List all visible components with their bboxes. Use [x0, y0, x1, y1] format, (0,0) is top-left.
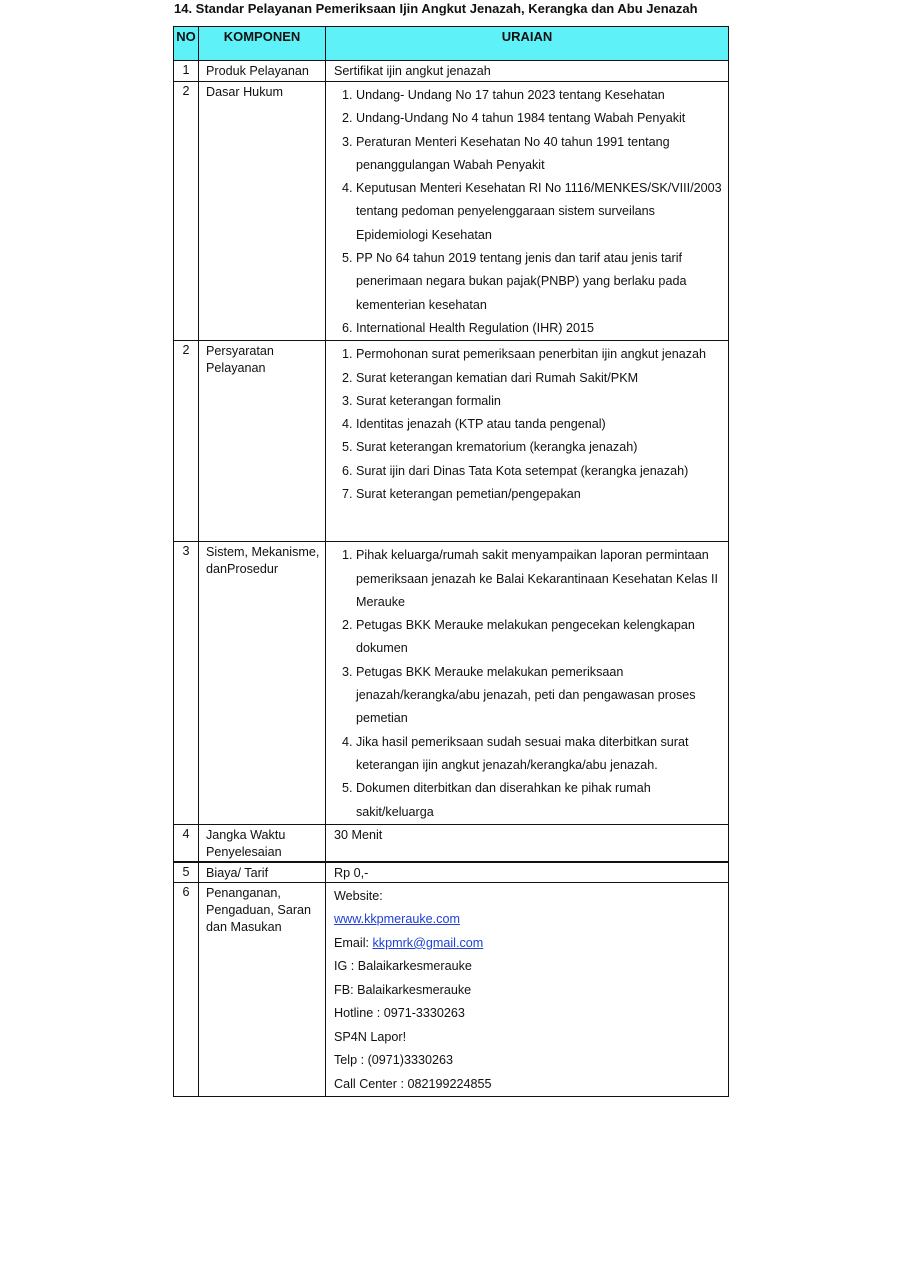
row-komponen: Jangka Waktu Penyelesaian — [199, 824, 326, 862]
row-komponen: Dasar Hukum — [199, 82, 326, 341]
list-item: 3. Petugas BKK Merauke melakukan pemeriksaan jenazah/kerangka/abu jenazah, peti dan pengawasan proses pemetian — [356, 661, 728, 731]
table-header-row — [174, 27, 729, 61]
instagram-text: IG : Balaikarkesmerauke — [334, 959, 472, 974]
list-item: 5. Dokumen diterbitkan dan diserahkan ke pihak rumah sakit/keluarga — [356, 777, 728, 824]
row-uraian: 30 Menit — [326, 824, 729, 862]
telp-text: Telp : (0971)3330263 — [334, 1053, 454, 1068]
row-no: 3 — [174, 542, 199, 825]
table-row — [174, 862, 729, 883]
row-uraian — [326, 882, 729, 1097]
row-no: 4 — [174, 824, 199, 862]
list-item: 2. Surat keterangan kematian dari Rumah Sakit/PKM — [356, 367, 728, 390]
header-komponen: KOMPONEN — [199, 27, 326, 61]
list-item: 4. Keputusan Menteri Kesehatan RI No 1116/MENKES/SK/VIII/2003 tentang pedoman penyelenggaraan sistem surveilans Epidemiologi Kesehatan — [356, 177, 728, 247]
row-no: 5 — [174, 862, 199, 883]
header-no: NO — [174, 27, 199, 61]
persyaratan-list — [334, 343, 728, 506]
table-row — [174, 341, 729, 542]
facebook-text: FB: Balaikarkesmerauke — [334, 982, 472, 997]
list-item: 3. Peraturan Menteri Kesehatan No 40 tahun 1991 tentang penanggulangan Wabah Penyakit — [356, 131, 728, 178]
table-row — [174, 82, 729, 341]
list-item: 2. Undang-Undang No 4 tahun 1984 tentang Wabah Penyakit — [356, 107, 728, 130]
table-row — [174, 824, 729, 862]
list-item: 1. Permohonan surat pemeriksaan penerbitan ijin angkut jenazah — [356, 343, 728, 366]
list-item: 1. Pihak keluarga/rumah sakit menyampaikan laporan permintaan pemeriksaan jenazah ke Balai Kekarantinaan Kesehatan Kelas II Merauke — [356, 544, 728, 614]
row-no: 1 — [174, 61, 199, 82]
row-uraian — [326, 341, 729, 542]
row-no: 2 — [174, 82, 199, 341]
table-row — [174, 61, 729, 82]
list-item: 6. International Health Regulation (IHR) 2015 — [356, 317, 728, 340]
row-uraian — [326, 82, 729, 341]
website-link[interactable]: www.kkpmerauke.com — [334, 912, 460, 927]
row-komponen: Biaya/ Tarif — [199, 862, 326, 883]
sp4n-text: SP4N Lapor! — [334, 1029, 407, 1044]
page-title: 14. Standar Pelayanan Pemeriksaan Ijin Angkut Jenazah, Kerangka dan Abu Jenazah — [174, 1, 698, 16]
list-item: 7. Surat keterangan pemetian/pengepakan — [356, 483, 728, 506]
email-link[interactable]: kkpmrk@gmail.com — [372, 935, 484, 950]
table-row — [174, 542, 729, 825]
call-center-text: Call Center : 082199224855 — [334, 1076, 492, 1091]
service-standard-table — [173, 26, 729, 1097]
list-item: 6. Surat ijin dari Dinas Tata Kota setempat (kerangka jenazah) — [356, 460, 728, 483]
row-uraian — [326, 542, 729, 825]
row-uraian: Rp 0,- — [326, 862, 729, 883]
list-item: 1. Undang- Undang No 17 tahun 2023 tentang Kesehatan — [356, 84, 728, 107]
list-item: 5. Surat keterangan krematorium (kerangka jenazah) — [356, 436, 728, 459]
row-komponen: Persyaratan Pelayanan — [199, 341, 326, 542]
website-label: Website: — [334, 888, 383, 903]
list-item: 5. PP No 64 tahun 2019 tentang jenis dan tarif atau jenis tarif penerimaan negara bukan pajak(PNBP) yang berlaku pada kementerian kesehatan — [356, 247, 728, 317]
row-komponen: Produk Pelayanan — [199, 61, 326, 82]
list-item: 3. Surat keterangan formalin — [356, 390, 728, 413]
email-label: Email: — [334, 935, 373, 950]
hotline-text: Hotline : 0971-3330263 — [334, 1006, 465, 1021]
row-uraian: Sertifikat ijin angkut jenazah — [326, 61, 729, 82]
row-no: 2 — [174, 341, 199, 542]
list-item: 4. Identitas jenazah (KTP atau tanda pengenal) — [356, 413, 728, 436]
row-komponen: Sistem, Mekanisme, danProsedur — [199, 542, 326, 825]
row-komponen: Penanganan, Pengaduan, Saran dan Masukan — [199, 882, 326, 1097]
table-row — [174, 882, 729, 1097]
list-item: 4. Jika hasil pemeriksaan sudah sesuai maka diterbitkan surat keterangan ijin angkut jenazah/kerangka/abu jenazah. — [356, 731, 728, 778]
prosedur-list — [334, 544, 728, 824]
dasar-hukum-list — [334, 84, 728, 340]
row-no: 6 — [174, 882, 199, 1097]
list-item: 2. Petugas BKK Merauke melakukan pengecekan kelengkapan dokumen — [356, 614, 728, 661]
header-uraian: URAIAN — [326, 27, 729, 61]
